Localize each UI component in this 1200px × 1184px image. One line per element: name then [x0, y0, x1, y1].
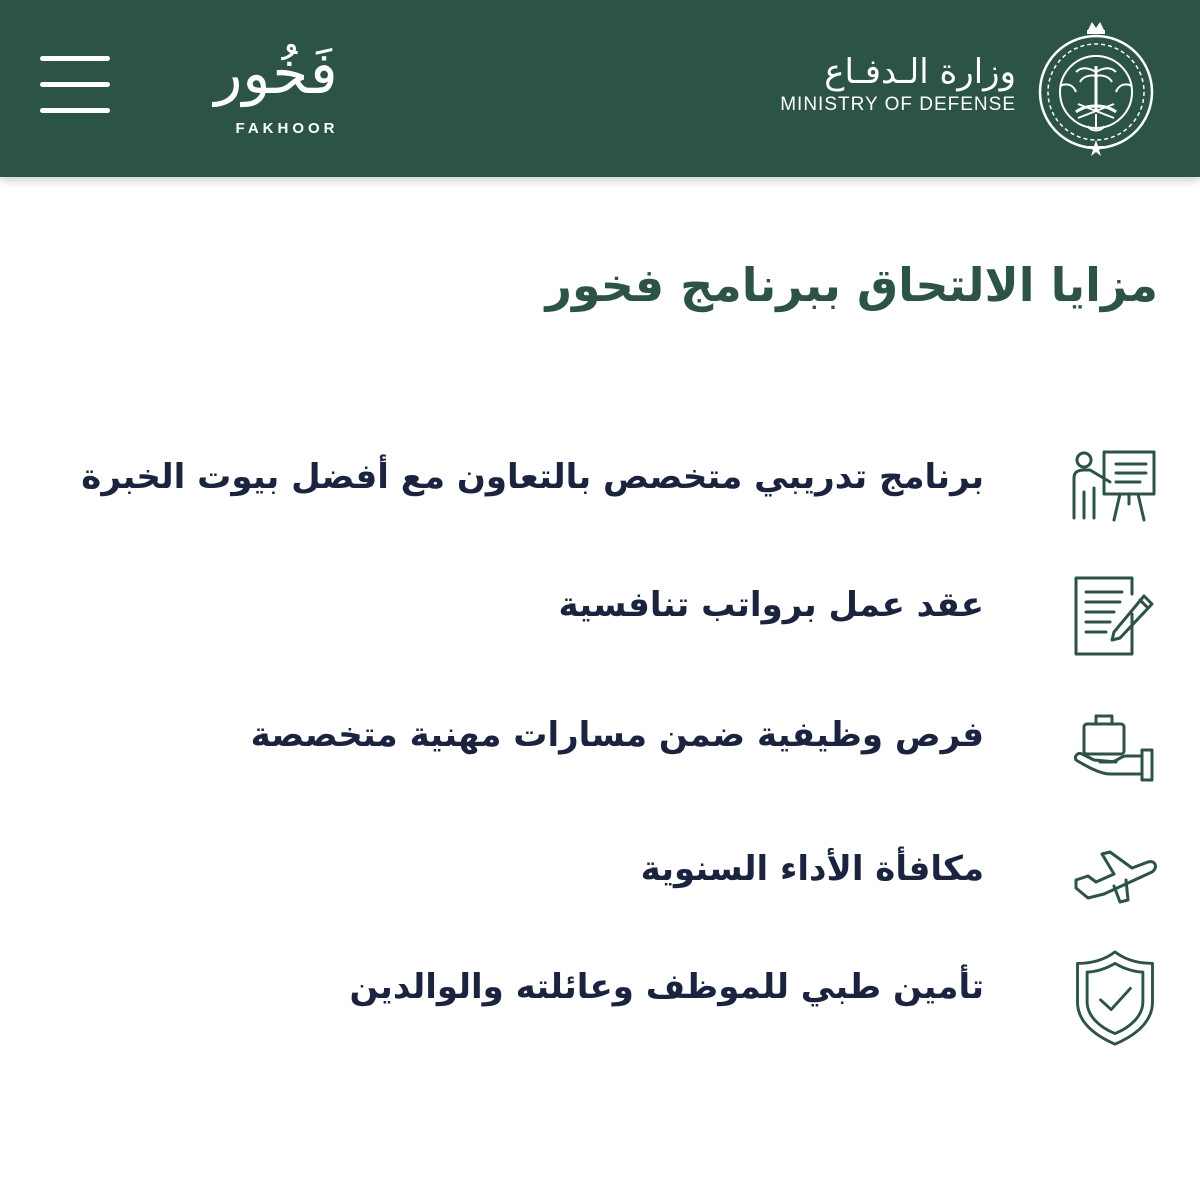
benefit-label: مكافأة الأداء السنوية — [640, 849, 984, 889]
menu-button[interactable] — [40, 54, 112, 116]
menu-line-icon — [40, 56, 110, 61]
job-briefcase-hand-icon — [1070, 696, 1160, 796]
benefit-item — [60, 566, 1160, 676]
benefit-label: فرص وظيفية ضمن مسارات مهنية متخصصة — [250, 715, 984, 755]
shield-check-icon — [1070, 948, 1160, 1048]
benefit-item — [60, 438, 1160, 548]
benefit-item — [60, 830, 1160, 940]
benefit-item — [60, 948, 1160, 1058]
top-header — [0, 0, 1200, 177]
menu-line-icon — [40, 82, 110, 87]
training-presentation-icon — [1070, 438, 1160, 538]
brand-arabic-name: فَخُور — [214, 39, 338, 107]
page-title: مزايا الالتحاق ببرنامج فخور — [545, 258, 1158, 312]
contract-document-icon — [1070, 566, 1160, 666]
benefit-label: تأمين طبي للموظف وعائلته والوالدين — [349, 967, 984, 1007]
ministry-name — [696, 52, 1016, 116]
ministry-english-name: MINISTRY OF DEFENSE — [780, 94, 1016, 115]
fakhoor-logo[interactable] — [136, 36, 416, 146]
ministry-arabic-name: وزارة الـدفـاع — [824, 52, 1016, 92]
benefit-label: برنامج تدريبي متخصص بالتعاون مع أفضل بيوت الخبرة — [81, 457, 984, 497]
menu-line-icon — [40, 108, 110, 113]
benefit-item — [60, 696, 1160, 806]
benefit-label: عقد عمل برواتب تنافسية — [558, 585, 984, 625]
airplane-icon — [1070, 830, 1160, 930]
ministry-emblem-icon — [1032, 16, 1160, 156]
brand-english-name: FAKHOOR — [235, 120, 339, 137]
